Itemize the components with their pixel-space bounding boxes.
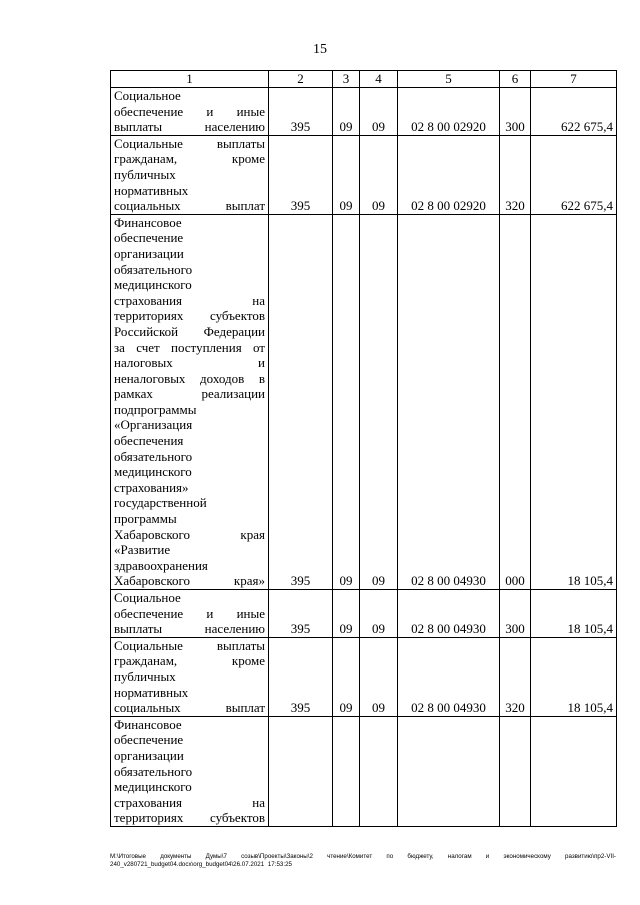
cell-amount: 622 675,4: [531, 88, 617, 136]
row-name-line: медицинского: [114, 277, 192, 293]
cell-chapter: 395: [269, 214, 333, 589]
row-name-line: здравоохранения: [114, 557, 208, 573]
header-row: [111, 71, 617, 88]
cell-amount: 18 105,4: [531, 590, 617, 638]
row-name-line: Российской Федерации: [114, 323, 265, 339]
row-name-line: гражданам, кроме: [114, 653, 265, 669]
row-name: [111, 214, 269, 589]
header-cell-5: 5: [398, 71, 500, 88]
row-name-line: Финансовое: [114, 716, 182, 732]
header-cell-3: 3: [333, 71, 360, 88]
row-name-line: обязательного: [114, 763, 193, 779]
cell-subsection: 09: [360, 135, 398, 214]
cell-subsection: 09: [360, 88, 398, 136]
cell-expense-type: 300: [500, 88, 531, 136]
cell-chapter: 395: [269, 637, 333, 716]
row-name-line: налоговых и: [114, 355, 265, 371]
row-name-line: неналоговых доходов в: [114, 370, 265, 386]
row-name-line: территориях субъектов: [114, 308, 265, 324]
row-name-line: медицинского: [114, 779, 192, 795]
cell-target-item: 02 8 00 04930: [398, 214, 500, 589]
row-name: [111, 88, 269, 136]
row-name-line: «Развитие: [114, 542, 171, 558]
row-name-line: Финансовое: [114, 214, 182, 230]
row-name-line: организации: [114, 245, 184, 261]
row-name-line: обязательного: [114, 261, 193, 277]
cell-chapter: 395: [269, 590, 333, 638]
row-name-line: нормативных: [114, 182, 189, 198]
table-row: [111, 590, 617, 638]
row-name-line: Социальное: [114, 590, 181, 605]
cell-section: 09: [333, 88, 360, 136]
cell-subsection: 09: [360, 590, 398, 638]
row-name-line: «Организация: [114, 417, 193, 433]
cell-chapter: 395: [269, 88, 333, 136]
cell-expense-type: 320: [500, 637, 531, 716]
row-name-line: публичных: [114, 668, 176, 684]
table-row: [111, 637, 617, 716]
row-name: [111, 716, 269, 826]
row-name: [111, 135, 269, 214]
row-name-line: рамках реализации: [114, 386, 265, 402]
row-name-line: социальных выплат: [114, 198, 265, 214]
cell-amount: [531, 716, 617, 826]
row-name-line: Хабаровского края: [114, 526, 265, 542]
cell-amount: 622 675,4: [531, 135, 617, 214]
cell-target-item: 02 8 00 04930: [398, 637, 500, 716]
row-name-line: обеспечение: [114, 732, 184, 748]
cell-expense-type: 000: [500, 214, 531, 589]
row-name-line: социальных выплат: [114, 700, 265, 716]
row-name-line: программы: [114, 511, 177, 527]
row-name-line: обеспечение и иные: [114, 103, 265, 119]
row-name-line: публичных: [114, 166, 176, 182]
row-name-line: Социальные выплаты: [114, 637, 265, 653]
row-name-line: страхования на: [114, 292, 265, 308]
table-row: [111, 135, 617, 214]
cell-section: 09: [333, 590, 360, 638]
row-name: [111, 637, 269, 716]
budget-table: [110, 70, 617, 827]
cell-subsection: 09: [360, 214, 398, 589]
table-row: [111, 88, 617, 136]
table-row: [111, 214, 617, 589]
cell-amount: 18 105,4: [531, 637, 617, 716]
cell-expense-type: 300: [500, 590, 531, 638]
row-name-line: обеспечение и иные: [114, 605, 265, 621]
cell-amount: 18 105,4: [531, 214, 617, 589]
row-name-line: государственной: [114, 495, 207, 511]
row-name-line: гражданам, кроме: [114, 151, 265, 167]
header-cell-7: 7: [531, 71, 617, 88]
header-cell-4: 4: [360, 71, 398, 88]
row-name-line: Хабаровского края»: [114, 573, 265, 589]
header-cell-2: 2: [269, 71, 333, 88]
cell-expense-type: [500, 716, 531, 826]
cell-target-item: 02 8 00 02920: [398, 88, 500, 136]
row-name-line: страхования»: [114, 479, 189, 495]
row-name-line: выплаты населению: [114, 621, 265, 637]
cell-section: 09: [333, 637, 360, 716]
row-name-line: обеспечения: [114, 433, 184, 449]
cell-subsection: 09: [360, 637, 398, 716]
row-name-line: нормативных: [114, 684, 189, 700]
cell-section: 09: [333, 214, 360, 589]
row-name-line: территориях субъектов: [114, 810, 265, 826]
cell-target-item: 02 8 00 02920: [398, 135, 500, 214]
cell-target-item: [398, 716, 500, 826]
table-row: [111, 716, 617, 826]
row-name: [111, 590, 269, 638]
row-name-line: подпрограммы: [114, 401, 197, 417]
row-name-line: организации: [114, 747, 184, 763]
row-name-line: за счет поступления от: [114, 339, 265, 355]
page-number: 15: [313, 42, 327, 57]
row-name-line: Социальные выплаты: [114, 135, 265, 151]
row-name-line: выплаты населению: [114, 119, 265, 135]
cell-section: 09: [333, 135, 360, 214]
row-name-line: Социальное: [114, 88, 181, 103]
cell-target-item: 02 8 00 04930: [398, 590, 500, 638]
cell-chapter: 395: [269, 135, 333, 214]
row-name-line: обязательного: [114, 448, 193, 464]
cell-chapter: [269, 716, 333, 826]
cell-expense-type: 320: [500, 135, 531, 214]
row-name-line: медицинского: [114, 464, 192, 480]
row-name-line: обеспечение: [114, 230, 184, 246]
header-cell-6: 6: [500, 71, 531, 88]
file-path-footer: M:\Итоговые документы Думы\7 созыв\Проекты\Законы\2 чтение\Комитет по бюджету, налогам и экономическому развитию\пр2-VII-240_v280721_budget04.docx\org_budget04\26.07.2021 17:53:25: [110, 853, 616, 868]
header-cell-1: 1: [111, 71, 269, 88]
cell-subsection: [360, 716, 398, 826]
row-name-line: страхования на: [114, 794, 265, 810]
cell-section: [333, 716, 360, 826]
